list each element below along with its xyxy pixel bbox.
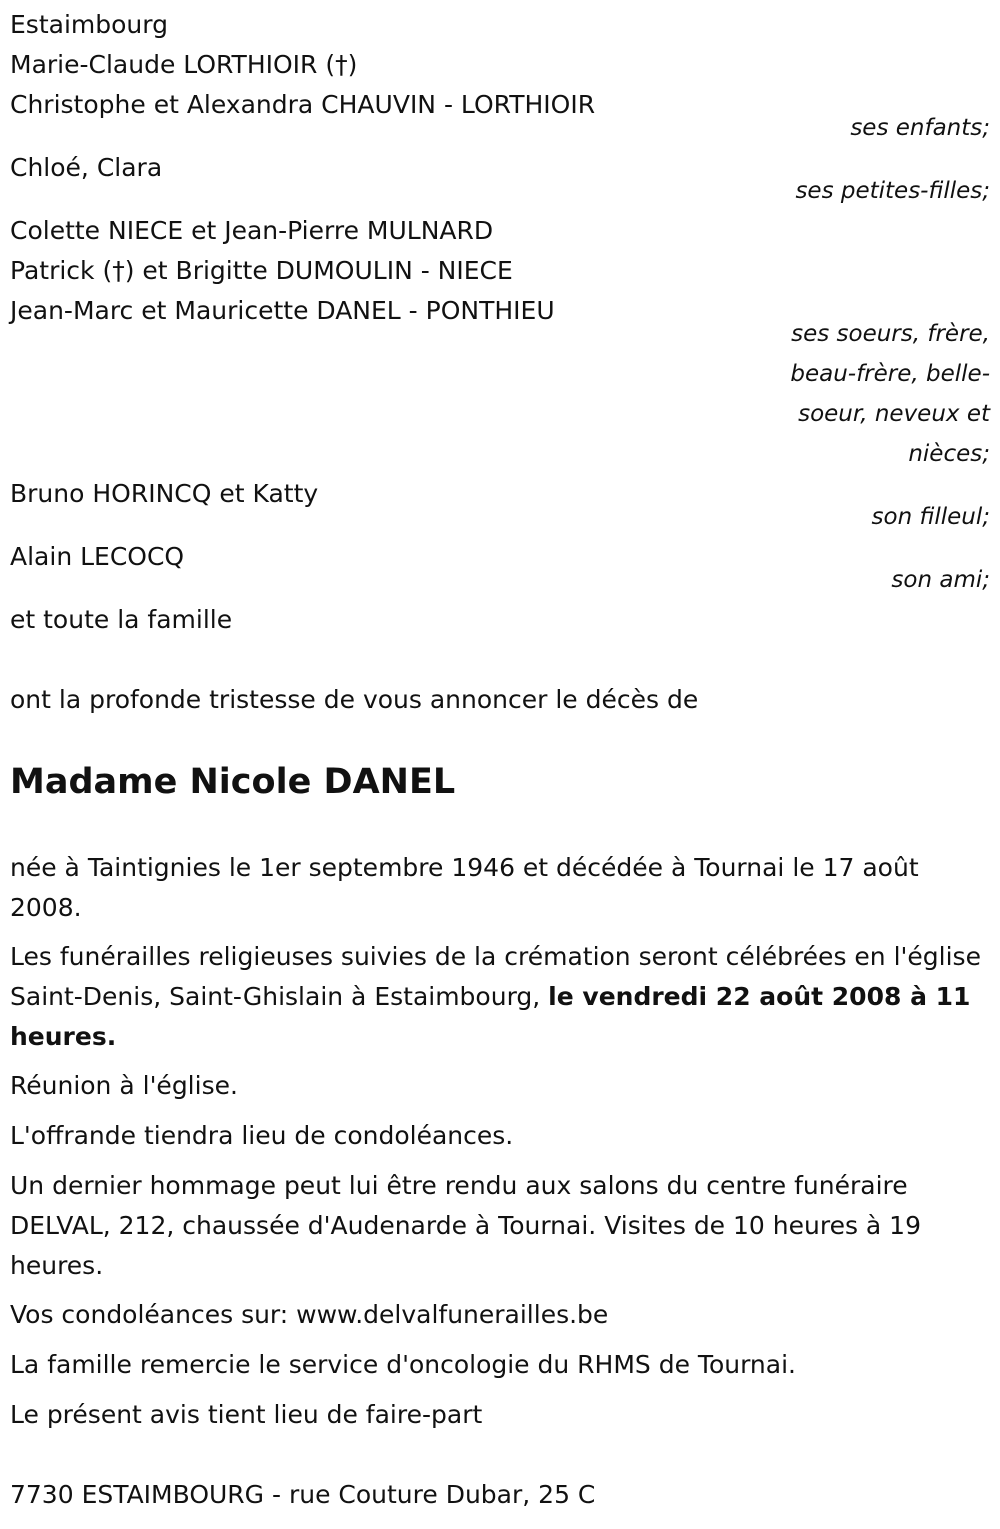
child-name-1: Marie-Claude LORTHIOIR (†) [10,50,358,79]
siblings-role-line-4: nièces; [908,441,990,467]
deceased-name: Madame Nicole DANEL [10,762,456,802]
friend-role: son ami; [891,567,990,593]
godson-names: Bruno HORINCQ et Katty [10,479,319,508]
rest-of-family: et toute la famille [10,605,233,634]
thanks-text: La famille remercie le service d'oncologie du RHMS de Tournai. [10,1350,796,1379]
child-name-2: Christophe et Alexandra CHAUVIN - LORTHIOIR [10,90,596,119]
offering-text: L'offrande tiendra lieu de condoléances. [10,1121,514,1150]
announcement-text: ont la profonde tristesse de vous annoncer le décès de [10,685,699,714]
notice-text: Le présent avis tient lieu de faire-part [10,1400,483,1429]
place-heading: Estaimbourg [10,10,168,39]
friend-name: Alain LECOCQ [10,542,185,571]
address-text: 7730 ESTAIMBOURG - rue Couture Dubar, 25 C [10,1480,596,1509]
grandchildren-role: ses petites-filles; [795,178,990,204]
siblings-role-line-2: beau-frère, belle- [790,361,990,387]
funeral-date: le vendredi 22 août 2008 à 11 heures. [10,982,971,1051]
funeral-intro: Les funérailles religieuses suivies de la crémation seront célébrées en l'église Saint-Denis, Saint-Ghislain à Estaimbourg, [10,942,981,1011]
funeral-text [10,937,985,1057]
sibling-name-3: Jean-Marc et Mauricette DANEL - PONTHIEU [10,296,555,325]
children-role: ses enfants; [850,115,990,141]
grandchildren-names: Chloé, Clara [10,153,163,182]
birth-death-text: née à Taintignies le 1er septembre 1946 et décédée à Tournai le 17 août 2008. [10,853,919,922]
godson-role: son filleul; [871,504,990,530]
sibling-name-1: Colette NIECE et Jean-Pierre MULNARD [10,216,494,245]
tribute-text: Un dernier hommage peut lui être rendu aux salons du centre funéraire DELVAL, 212, chaussée d'Audenarde à Tournai. Visites de 10 heures à 19 heures. [10,1171,921,1280]
sibling-name-2: Patrick (†) et Brigitte DUMOULIN - NIECE [10,256,513,285]
siblings-role-line-3: soeur, neveux et [798,401,990,427]
condolences-text: Vos condoléances sur: www.delvalfunerailles.be [10,1300,609,1329]
meeting-text: Réunion à l'église. [10,1071,238,1100]
siblings-role-line-1: ses soeurs, frère, [791,321,990,347]
siblings-role [760,314,990,474]
